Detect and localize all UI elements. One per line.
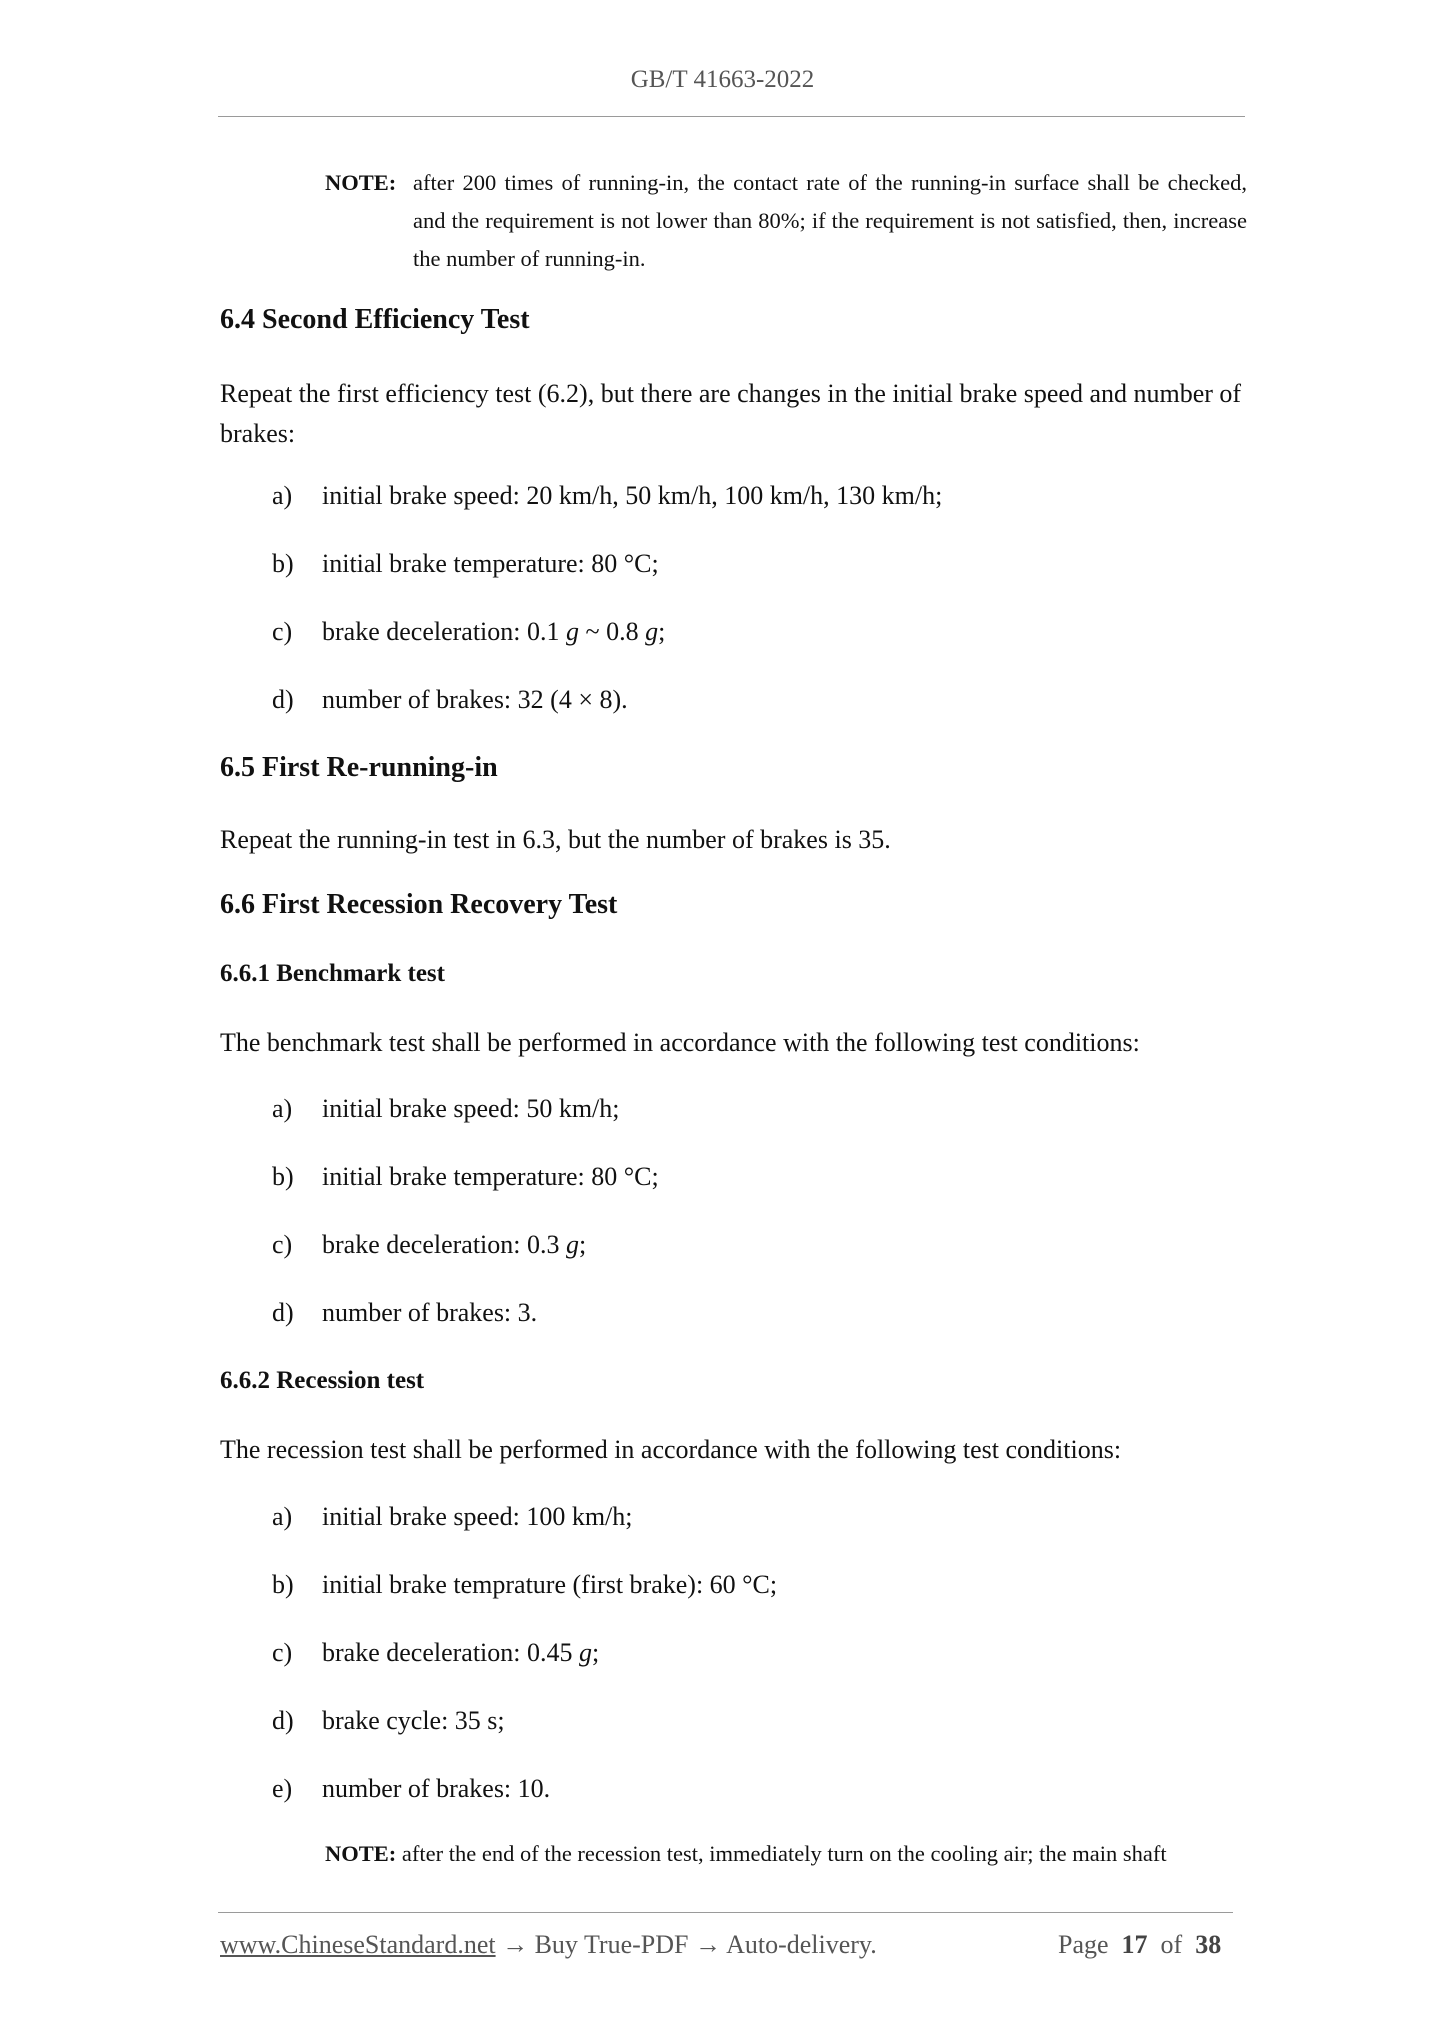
note-label: NOTE: bbox=[325, 1841, 397, 1866]
list-item bbox=[272, 1502, 633, 1532]
list-text: ; bbox=[658, 617, 666, 646]
section-6-4-intro: Repeat the first efficiency test (6.2), but there are changes in the initial brake speed and number of brakes: bbox=[220, 379, 1242, 448]
list-marker: a) bbox=[272, 481, 293, 510]
unit-g: g bbox=[645, 617, 659, 646]
list-text: brake cycle: 35 s; bbox=[322, 1706, 505, 1735]
header-divider bbox=[218, 116, 1245, 117]
list-text: number of brakes: 3. bbox=[322, 1298, 538, 1327]
section-6-5-title: 6.5 First Re-running-in bbox=[220, 752, 498, 783]
list-item bbox=[272, 1570, 777, 1600]
list-marker: a) bbox=[272, 1502, 293, 1531]
list-marker: c) bbox=[272, 1230, 293, 1259]
list-item bbox=[272, 1774, 550, 1804]
list-marker: b) bbox=[272, 1162, 294, 1191]
unit-g: g bbox=[566, 1230, 579, 1259]
of-word: of bbox=[1160, 1930, 1183, 1959]
note-running-in bbox=[325, 164, 1247, 278]
footer-links bbox=[220, 1930, 877, 1960]
list-item bbox=[272, 685, 628, 715]
note-text: after 200 times of running-in, the contact rate of the running-in surface shall be checked, and the requirement is not lower than 80%; if the requirement is not satisfied, then, increase the number of running-in. bbox=[413, 170, 1247, 271]
note-recession bbox=[325, 1835, 1247, 1873]
list-text: ~ 0.8 bbox=[579, 617, 646, 646]
note-text: after the end of the recession test, immediately turn on the cooling air; the main shaft bbox=[401, 1841, 1167, 1866]
arrow-right-icon: → bbox=[502, 1930, 529, 1959]
list-item bbox=[272, 1298, 537, 1328]
list-text: brake deceleration: 0.45 bbox=[322, 1638, 579, 1667]
list-marker: a) bbox=[272, 1094, 293, 1123]
list-text: initial brake temperature: 80 °C; bbox=[322, 549, 659, 578]
list-item bbox=[272, 549, 659, 579]
section-6-5-text: Repeat the running-in test in 6.3, but the number of brakes is 35. bbox=[220, 825, 891, 854]
list-text: ; bbox=[592, 1638, 600, 1667]
list-item bbox=[272, 1638, 599, 1668]
section-6-6-title: 6.6 First Recession Recovery Test bbox=[220, 889, 618, 920]
section-6-6-1-title: 6.6.1 Benchmark test bbox=[220, 960, 445, 987]
list-item bbox=[272, 1094, 620, 1124]
delivery-text: Auto-delivery. bbox=[726, 1930, 877, 1959]
list-text: initial brake speed: 50 km/h; bbox=[322, 1094, 620, 1123]
list-marker: d) bbox=[272, 685, 294, 714]
buy-link[interactable]: Buy True-PDF bbox=[534, 1930, 689, 1959]
list-text: initial brake temprature (first brake): 60 °C; bbox=[322, 1570, 778, 1599]
list-item bbox=[272, 1162, 659, 1192]
list-text: brake deceleration: 0.1 bbox=[322, 617, 566, 646]
list-item bbox=[272, 617, 665, 647]
list-text: brake deceleration: 0.3 bbox=[322, 1230, 566, 1259]
list-text: number of brakes: 32 (4 × 8). bbox=[322, 685, 628, 714]
list-marker: c) bbox=[272, 617, 293, 646]
page-number bbox=[1058, 1930, 1221, 1960]
list-text: initial brake temperature: 80 °C; bbox=[322, 1162, 659, 1191]
list-marker: b) bbox=[272, 1570, 294, 1599]
list-item bbox=[272, 1230, 586, 1260]
list-text: initial brake speed: 20 km/h, 50 km/h, 100 km/h, 130 km/h; bbox=[322, 481, 943, 510]
list-marker: e) bbox=[272, 1774, 293, 1803]
section-6-6-2-intro: The recession test shall be performed in accordance with the following test conditions: bbox=[220, 1435, 1122, 1464]
site-link[interactable]: www.ChineseStandard.net bbox=[220, 1930, 496, 1959]
list-text: number of brakes: 10. bbox=[322, 1774, 551, 1803]
list-item bbox=[272, 481, 942, 511]
section-6-4-title: 6.4 Second Efficiency Test bbox=[220, 304, 530, 335]
list-text: initial brake speed: 100 km/h; bbox=[322, 1502, 633, 1531]
list-marker: d) bbox=[272, 1706, 294, 1735]
document-id-header: GB/T 41663-2022 bbox=[630, 66, 815, 93]
section-6-6-1-intro: The benchmark test shall be performed in accordance with the following test conditions: bbox=[220, 1028, 1140, 1057]
list-marker: d) bbox=[272, 1298, 294, 1327]
page-total: 38 bbox=[1195, 1930, 1222, 1959]
page-current: 17 bbox=[1121, 1930, 1148, 1959]
page-word: Page bbox=[1058, 1930, 1109, 1959]
note-label: NOTE: bbox=[325, 170, 397, 195]
section-6-6-2-title: 6.6.2 Recession test bbox=[220, 1367, 425, 1394]
list-marker: c) bbox=[272, 1638, 293, 1667]
list-marker: b) bbox=[272, 549, 294, 578]
unit-g: g bbox=[566, 617, 579, 646]
list-item bbox=[272, 1706, 505, 1736]
list-text: ; bbox=[579, 1230, 587, 1259]
arrow-right-icon: → bbox=[695, 1930, 721, 1959]
footer-divider bbox=[218, 1912, 1233, 1913]
unit-g: g bbox=[579, 1638, 592, 1667]
